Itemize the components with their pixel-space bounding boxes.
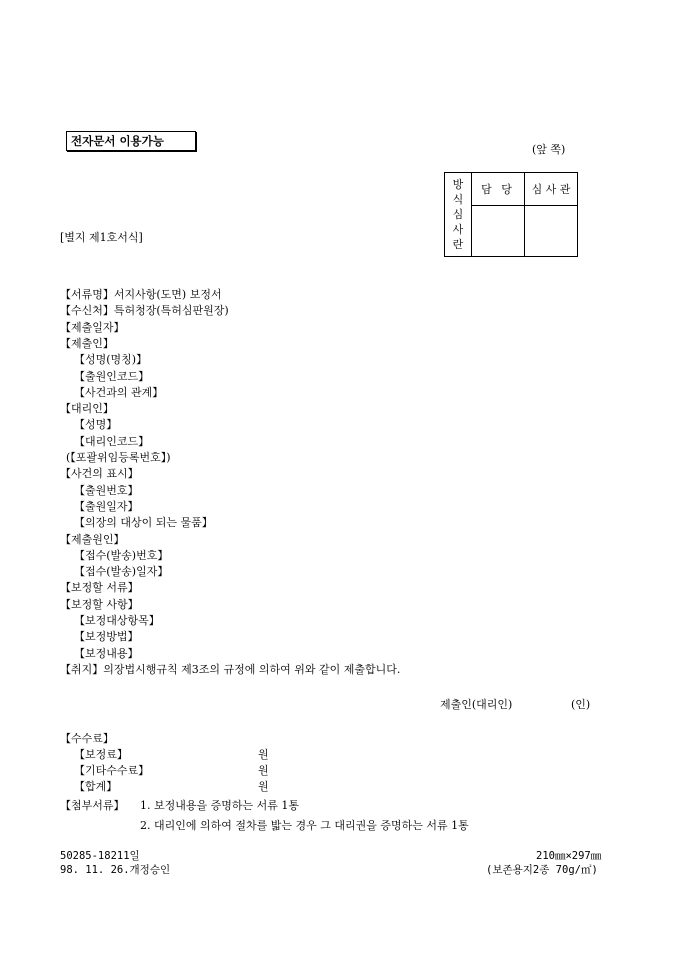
form-field-line: 【대리인】: [60, 402, 114, 416]
approval-date: 98. 11. 26.개정승인: [60, 864, 171, 876]
form-field-line: 【보정내용】: [74, 646, 139, 660]
stamp-side-char: 방: [452, 178, 464, 191]
fee-label-other: 【기타수수료】: [74, 764, 150, 777]
form-code: 50285-18211일: [60, 850, 140, 862]
submitter-signature-label: 제출인(대리인): [440, 698, 513, 711]
stamp-col-examiner: 심 사 관: [525, 173, 578, 206]
stamp-col-officer: 담 당: [472, 173, 525, 206]
stamp-cell-examiner: [525, 206, 578, 257]
form-field-line: 【출원번호】: [74, 483, 139, 497]
seal-mark: (인): [571, 698, 591, 711]
stamp-cell-officer: [472, 206, 525, 257]
stamp-side-char: 사: [452, 223, 464, 236]
attachments-label: 【첨부서류】: [60, 799, 125, 812]
stamp-side-label: [445, 173, 472, 257]
form-field-line: 【보정대상항목】: [74, 614, 160, 627]
form-field-line: 【의장의 대상이 되는 물품】: [74, 516, 213, 530]
attachment-item: 2. 대리인에 의하여 절차를 밟는 경우 그 대리권을 증명하는 서류 1통: [140, 819, 469, 832]
form-field-line: 【보정할 사항】: [60, 597, 139, 611]
attachment-item: 1. 보정내용을 증명하는 서류 1통: [140, 799, 299, 812]
form-field-line: 【출원인코드】: [74, 369, 150, 383]
form-field-line: 【제출인】: [60, 336, 114, 350]
fee-unit: 원: [258, 780, 269, 793]
fee-label-total: 【합계】: [74, 780, 118, 793]
stamp-side-char: 식: [452, 193, 464, 206]
form-field-line: 【대리인코드】: [74, 434, 150, 448]
form-field-line: 【보정방법】: [74, 630, 139, 644]
fee-label-correction: 【보정료】: [74, 748, 128, 761]
form-field-line: 【보정할 서류】: [60, 581, 139, 595]
form-field-line: 【접수(발송)번호】: [74, 548, 169, 562]
fee-unit: 원: [258, 764, 269, 777]
review-stamp-box: [444, 172, 578, 257]
form-field-line: 【제출일자】: [60, 320, 125, 334]
form-field-line: 【사건과의 관계】: [74, 385, 164, 399]
fee-unit: 원: [258, 748, 269, 761]
stamp-side-char: 심: [452, 208, 464, 221]
form-field-line: 【성명】: [74, 418, 118, 432]
form-field-line: 【제출원인】: [60, 532, 125, 546]
electronic-document-badge: 전자문서 이용가능: [66, 131, 196, 151]
form-field-line: 【취지】의장법시행규칙 제3조의 규정에 의하여 위와 같이 제출합니다.: [60, 662, 401, 676]
form-field-line: 【성명(명칭)】: [74, 353, 148, 367]
paper-size: 210㎜×297㎜: [536, 850, 602, 862]
stamp-side-char: 란: [452, 238, 464, 251]
paper-type: (보존용지2종 70g/㎡): [486, 864, 598, 876]
form-field-line: 【서류명】서지사항(도면) 보정서: [60, 288, 222, 301]
form-field-line: 【접수(발송)일자】: [74, 565, 169, 579]
front-side-label: (앞 쪽): [532, 143, 566, 156]
form-field-line: (【포괄위임등록번호】): [66, 451, 171, 464]
form-field-line: 【수신처】특허청장(특허심판원장): [60, 304, 229, 318]
form-field-line: 【출원일자】: [74, 499, 139, 513]
fee-header: 【수수료】: [60, 732, 114, 745]
form-number: [별지 제1호서식]: [60, 231, 143, 244]
form-field-line: 【사건의 표시】: [60, 467, 139, 481]
